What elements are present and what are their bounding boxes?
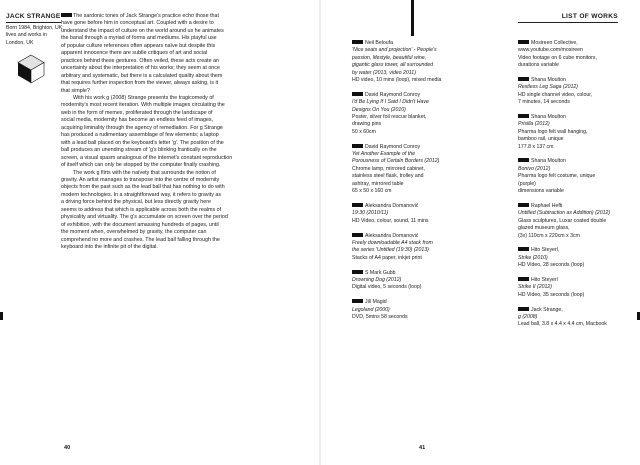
work-entry bbox=[352, 144, 507, 196]
work-text: HD video, 10 mins (loop), mixed media bbox=[352, 77, 442, 84]
entry-marker bbox=[518, 77, 529, 81]
page-edge-mark bbox=[0, 312, 3, 320]
work-text: Raphael Hefti bbox=[531, 202, 563, 209]
essay-line: acquiring liminality through the agency of remediation. For g Strange bbox=[61, 124, 223, 131]
work-text: Digital video, 5 seconds (loop) bbox=[352, 284, 422, 291]
work-title bbox=[352, 247, 507, 254]
work-text: Chrome lamp, mirrored cabinet, bbox=[352, 165, 425, 172]
work-entry bbox=[352, 92, 507, 136]
page-number: 40 bbox=[64, 445, 71, 451]
entry-marker bbox=[518, 40, 529, 44]
entry-marker bbox=[352, 270, 363, 274]
work-title bbox=[352, 151, 507, 158]
work-artist bbox=[352, 92, 507, 99]
work-title bbox=[352, 107, 507, 114]
essay-line: that simple? bbox=[61, 87, 90, 94]
artist-sidebar bbox=[6, 13, 64, 47]
work-artist bbox=[352, 203, 507, 210]
work-title bbox=[518, 121, 638, 128]
work-text: Freely downloadable A4 stack from bbox=[352, 239, 433, 246]
entry-marker bbox=[518, 203, 529, 207]
work-details bbox=[518, 321, 638, 328]
essay-line: keyboard into the infinite pit of the digital. bbox=[61, 244, 158, 251]
work-text: Strike (2010) bbox=[518, 254, 548, 261]
work-details bbox=[518, 181, 638, 188]
works-column bbox=[352, 40, 507, 329]
bio-line: lives and works in bbox=[6, 32, 47, 39]
entry-marker bbox=[518, 114, 529, 118]
works-column bbox=[518, 40, 638, 336]
entry-marker bbox=[518, 247, 529, 251]
essay-line: modernity's most recent iteration. With multiple images circulating the bbox=[61, 102, 225, 109]
essay-line: has produced a rudimentary assemblage of few elements; a laptop bbox=[61, 132, 219, 139]
work-text: 177.8 x 137 cm bbox=[518, 143, 554, 150]
work-details bbox=[352, 284, 507, 291]
work-title bbox=[518, 84, 638, 91]
work-details bbox=[518, 129, 638, 136]
entry-marker bbox=[518, 307, 529, 311]
work-text: David Raymond Conroy bbox=[365, 143, 421, 150]
work-title bbox=[352, 307, 507, 314]
work-details bbox=[352, 129, 507, 136]
work-text: passion, lifestyle, beautiful wine, bbox=[352, 54, 427, 61]
work-details bbox=[518, 55, 638, 62]
work-text: Drowning Dog (2012) bbox=[352, 276, 402, 283]
work-title bbox=[518, 284, 638, 291]
work-text: (3x) 110cm x 220cm x 3cm bbox=[518, 232, 580, 239]
work-artist bbox=[518, 158, 638, 165]
work-text: 'Nice seats and projection' - People's bbox=[352, 47, 437, 54]
work-text: Hito Steyerl bbox=[531, 276, 558, 283]
work-text: Designs On You (2010) bbox=[352, 106, 406, 113]
essay-line: uncertainty about the interpretation of his works; they seem at once bbox=[61, 65, 220, 72]
work-details bbox=[518, 188, 638, 195]
essay-line: modern technologies. In a straightforward way, it refers to gravity as bbox=[61, 191, 221, 198]
work-text: dimensions variable bbox=[518, 188, 564, 195]
work-text: S Mark Gubb bbox=[365, 269, 396, 276]
page-edge-mark bbox=[411, 0, 414, 36]
essay-line: of popular culture references often appears naïve but despite this bbox=[61, 42, 216, 49]
entry-marker bbox=[352, 92, 363, 96]
cube-icon bbox=[16, 54, 46, 84]
work-text: bamboo rail, unique bbox=[518, 136, 564, 143]
work-text: (purple) bbox=[518, 180, 536, 187]
work-details bbox=[518, 144, 638, 151]
essay-line: practices behind these gestures. Often veiled, these acts create an bbox=[61, 57, 220, 64]
essay-paragraph bbox=[61, 95, 299, 170]
artist-bio bbox=[6, 25, 64, 47]
essay-line: understand the impact of culture on the world around us he animates bbox=[61, 27, 224, 34]
artist-name: JACK STRANGE bbox=[6, 13, 61, 20]
work-text: Shana Moulton bbox=[531, 158, 566, 165]
essay-line: that requires further inspection from the viewer, always asking, is it bbox=[61, 80, 219, 87]
work-details bbox=[518, 136, 638, 143]
essay-line: With his work g (2008) Strange presents the tragicomedy of bbox=[73, 94, 214, 101]
work-artist bbox=[518, 40, 638, 47]
work-text: Shana Moulton bbox=[531, 114, 566, 121]
work-entry bbox=[518, 114, 638, 151]
essay-line: arbitrary and systematic, but there is a calculated quality about them bbox=[61, 72, 223, 79]
work-title bbox=[352, 47, 507, 54]
work-details bbox=[352, 218, 507, 225]
work-text: David Raymond Conroy bbox=[365, 91, 421, 98]
essay-line: with a lead ball placed on the keyboard's letter 'g'. The position of the bbox=[61, 139, 224, 146]
essay-paragraph bbox=[61, 13, 299, 95]
paragraph-marker bbox=[61, 13, 72, 17]
work-details bbox=[518, 47, 638, 54]
work-text: Stacks of A4 paper, inkjet print bbox=[352, 254, 422, 261]
work-details bbox=[518, 218, 638, 225]
work-details bbox=[352, 188, 507, 195]
work-text: Jack Strange, bbox=[531, 306, 563, 313]
work-entry bbox=[518, 247, 638, 269]
work-entry bbox=[518, 203, 638, 240]
work-text: 19:30 (2010/11) bbox=[352, 210, 389, 217]
essay-line: a driving force behind the physical, but less directly gravity here bbox=[61, 199, 211, 206]
work-details bbox=[518, 225, 638, 232]
essay-line: social media, modernity has become an endless feed of images, bbox=[61, 117, 214, 124]
sidebar-divider bbox=[6, 22, 61, 23]
work-text: Neil Beloufa bbox=[365, 40, 393, 46]
work-artist bbox=[352, 270, 507, 277]
work-text: Poster, silver foil rescue blanket, bbox=[352, 114, 427, 121]
work-details bbox=[352, 166, 507, 173]
work-text: gigantic glass tower, all surrounded bbox=[352, 62, 434, 69]
essay-line: physicality and virtuality. The g's accumulate on screen over the period bbox=[61, 214, 228, 221]
work-title bbox=[352, 62, 507, 69]
work-details bbox=[352, 173, 507, 180]
work-text: ashtray, mirrored table bbox=[352, 180, 404, 187]
work-text: Bonivo (2012) bbox=[518, 165, 551, 172]
work-artist bbox=[518, 277, 638, 284]
work-text: drawing pins bbox=[352, 121, 382, 128]
essay-line: screen, a visual spasm analogous of the internet's constant reproduction bbox=[61, 154, 233, 161]
page-number: 41 bbox=[419, 445, 426, 451]
work-entry bbox=[352, 203, 507, 225]
work-text: 7 minutes, 14 seconds bbox=[518, 99, 570, 106]
work-text: durations variable bbox=[518, 62, 559, 69]
left-page bbox=[0, 0, 319, 465]
work-text: HD Video, colour, sound, 11 mins bbox=[352, 217, 429, 224]
work-title bbox=[518, 314, 638, 321]
work-text: Strike II (2012) bbox=[518, 284, 553, 291]
essay-line: of exhibition, with the document amassing hundreds of pages, until bbox=[61, 221, 219, 228]
work-text: Video footage on 6 cube monitors, bbox=[518, 54, 597, 61]
entry-marker bbox=[518, 158, 529, 162]
work-details bbox=[352, 121, 507, 128]
work-entry bbox=[352, 233, 507, 263]
essay-line: The sardonic tones of Jack Strange's practice echo those that bbox=[73, 13, 219, 19]
work-title bbox=[352, 55, 507, 62]
work-text: I'd Be Lying If I Said I Didn't Have bbox=[352, 99, 429, 106]
right-page bbox=[321, 0, 640, 465]
work-title bbox=[518, 255, 638, 262]
work-title bbox=[352, 240, 507, 247]
work-artist bbox=[518, 307, 638, 314]
work-text: Lead ball, 3.8 x 4.4 x 4.4 cm, Macbook bbox=[518, 321, 607, 328]
essay-line: the moment when, overwhelmed by gravity, the computer can bbox=[61, 229, 207, 236]
work-entry bbox=[518, 77, 638, 107]
bio-line: Born 1984, Brighton, UK; bbox=[6, 25, 64, 31]
work-details bbox=[352, 255, 507, 262]
work-title bbox=[352, 99, 507, 106]
work-text: HD Video, 35 seconds (loop) bbox=[518, 291, 585, 298]
work-entry bbox=[518, 40, 638, 70]
work-artist bbox=[518, 77, 638, 84]
work-details bbox=[518, 92, 638, 99]
work-details bbox=[352, 314, 507, 321]
work-title bbox=[352, 158, 507, 165]
work-text: Yet Another Example of the bbox=[352, 151, 415, 158]
work-text: Aleksandra Domanović bbox=[365, 202, 419, 209]
work-text: Mosireen Collective, bbox=[531, 40, 578, 46]
work-entry bbox=[518, 277, 638, 299]
work-text: 65 x 50 x 160 cm bbox=[352, 188, 392, 195]
work-text: Aleksandra Domanović bbox=[365, 232, 419, 239]
work-text: by water (2013, video 2011) bbox=[352, 69, 416, 76]
entry-marker bbox=[352, 233, 363, 237]
work-artist bbox=[518, 247, 638, 254]
work-text: Pharma logo felt costume, unique bbox=[518, 173, 596, 180]
work-text: Prisilla (2012) bbox=[518, 121, 550, 128]
work-entry bbox=[518, 307, 638, 329]
work-title bbox=[352, 210, 507, 217]
work-entry bbox=[518, 158, 638, 195]
essay-text bbox=[61, 13, 299, 252]
work-entry bbox=[352, 270, 507, 292]
work-artist bbox=[518, 114, 638, 121]
work-details bbox=[352, 114, 507, 121]
work-title bbox=[352, 277, 507, 284]
work-title bbox=[518, 166, 638, 173]
work-text: Hito Steyerl, bbox=[531, 247, 560, 254]
entry-marker bbox=[352, 40, 363, 44]
entry-marker bbox=[352, 144, 363, 148]
work-details bbox=[518, 233, 638, 240]
work-entry bbox=[352, 299, 507, 321]
work-details bbox=[352, 181, 507, 188]
work-text: Glass sculptures, Luxar coated double bbox=[518, 217, 607, 224]
work-text: HD single channel video, colour, bbox=[518, 91, 593, 98]
work-artist bbox=[352, 233, 507, 240]
work-details bbox=[352, 77, 507, 84]
essay-line: have gone before him in conceptual art. Coupled with a desire to bbox=[61, 20, 214, 27]
work-text: Pharma logo felt wall hanging, bbox=[518, 128, 588, 135]
essay-paragraph bbox=[61, 170, 299, 252]
bio-line: London, UK bbox=[6, 39, 34, 46]
work-text: the series 'Untitled (19:30) (2013) bbox=[352, 247, 429, 254]
work-text: stainless steel flask, trolley and bbox=[352, 173, 424, 180]
work-text: g (2008) bbox=[518, 313, 538, 320]
essay-line: of itself which can only be stopped by the computer finally crashing. bbox=[61, 162, 221, 169]
essay-line: apparent innocence there are subtle critiques of art and social bbox=[61, 50, 208, 57]
work-text: glazed museum glass, bbox=[518, 225, 570, 232]
work-entry bbox=[352, 40, 507, 84]
essay-line: seems to address that which is applicable across both the realms of bbox=[61, 206, 222, 213]
work-text: DVD, 5mins 58 seconds bbox=[352, 313, 408, 320]
essay-line: gravity. An artist manages to transpose into the centre of modernity bbox=[61, 176, 220, 183]
essay-line: comprehend no more and crashes. The lead ball falling through the bbox=[61, 236, 220, 243]
work-artist bbox=[518, 203, 638, 210]
work-text: Untitled (Subtraction as Addition) (2012) bbox=[518, 210, 611, 217]
essay-line: objects from the past such as the lead ball that has nothing to do with bbox=[61, 184, 225, 191]
list-of-works-heading: LIST OF WORKS bbox=[561, 13, 618, 20]
work-text: Porousness of Certain Borders (2012) bbox=[352, 158, 440, 165]
work-details bbox=[518, 292, 638, 299]
entry-marker bbox=[518, 277, 529, 281]
essay-line: the banal through a myriad of forms and mediums. His playful use bbox=[61, 35, 217, 42]
work-text: HD Video, 28 seconds (loop) bbox=[518, 262, 585, 269]
essay-line: ball produces an unending stream of 'g's blinking frantically on the bbox=[61, 147, 217, 154]
essay-line: web in the form of memes, proliferated through the landscape of bbox=[61, 109, 213, 116]
work-title bbox=[518, 210, 638, 217]
work-text: 50 x 60cm bbox=[352, 128, 376, 135]
work-text: Legoland (2000) bbox=[352, 306, 390, 313]
work-text: Restless Leg Saga (2012) bbox=[518, 84, 578, 91]
entry-marker bbox=[352, 203, 363, 207]
work-details bbox=[518, 99, 638, 106]
work-details bbox=[518, 62, 638, 69]
heading-divider bbox=[518, 22, 618, 23]
work-details bbox=[518, 173, 638, 180]
work-details bbox=[518, 262, 638, 269]
work-title bbox=[352, 70, 507, 77]
work-text: Shana Moulton bbox=[531, 77, 566, 84]
work-artist bbox=[352, 40, 507, 47]
work-artist bbox=[352, 144, 507, 151]
work-text: Jill Magid bbox=[365, 299, 387, 306]
work-text: www.youtube.com/mosireen bbox=[518, 47, 583, 54]
entry-marker bbox=[352, 299, 363, 303]
work-artist bbox=[352, 299, 507, 306]
essay-line: The work g flirts with the naïvety that surrounds the notion of bbox=[73, 169, 216, 176]
